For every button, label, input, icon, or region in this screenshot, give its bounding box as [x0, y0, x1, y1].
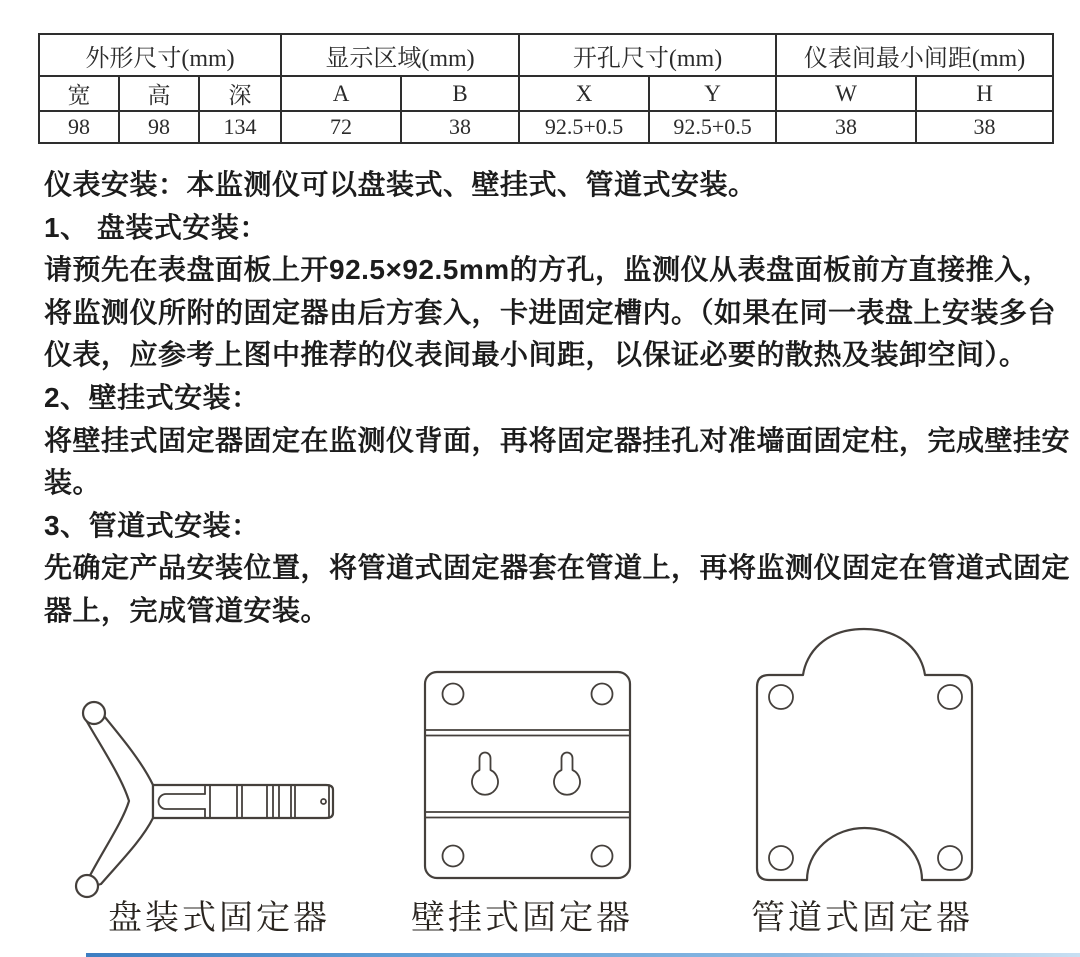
body-line: 请预先在表盘面板上开92.5×92.5mm的方孔，监测仪从表盘面板前方直接推入， [44, 254, 1052, 286]
body-line: 先确定产品安装位置，将管道式固定器套在管道上，再将监测仪固定在管道式固定 [44, 552, 1071, 584]
table-cell: 134 [199, 111, 281, 143]
panel-mount-fixture-caption: 盘装式固定器 [108, 900, 330, 937]
table-subheader: H [916, 76, 1053, 111]
table-subheader-row [39, 76, 1053, 111]
body-line: 将壁挂式固定器固定在监测仪背面，再将固定器挂孔对准墙面固定柱，完成壁挂安 [44, 424, 1071, 456]
table-group-header: 仪表间最小间距(mm) [776, 34, 1053, 76]
wall-mount-fixture-caption: 壁挂式固定器 [411, 900, 633, 937]
table-subheader: Y [649, 76, 776, 111]
installation-instructions [44, 164, 1071, 633]
body-line: 仪表安装：本监测仪可以盘装式、壁挂式、管道式安装。 [44, 169, 757, 200]
table-cell: 98 [119, 111, 199, 143]
table-subheader: 高 [119, 76, 199, 111]
body-line: 将监测仪所附的固定器由后方套入，卡进固定槽内。（如果在同一表盘上安装多台 [44, 296, 1057, 328]
pipe-mount-fixture-drawing [757, 629, 972, 880]
dimensions-table [38, 33, 1054, 144]
body-line: 3、管道式安装： [44, 509, 260, 541]
table-cell: 92.5+0.5 [649, 111, 776, 143]
table-subheader: W [776, 76, 916, 111]
table-cell: 38 [916, 111, 1053, 143]
table-group-header: 开孔尺寸(mm) [519, 34, 776, 76]
pipe-mount-fixture-caption: 管道式固定器 [751, 900, 973, 937]
table-group-header: 显示区域(mm) [281, 34, 519, 76]
body-line: 器上，完成管道安装。 [44, 594, 330, 626]
table-group-header: 外形尺寸(mm) [39, 34, 281, 76]
table-cell: 98 [39, 111, 119, 143]
body-line: 仪表，应参考上图中推荐的仪表间最小间距，以保证必要的散热及装卸空间）。 [44, 339, 1028, 371]
table-subheader: X [519, 76, 649, 111]
table-cell: 92.5+0.5 [519, 111, 649, 143]
table-subheader: A [281, 76, 401, 111]
table-subheader: 深 [199, 76, 281, 111]
body-line: 1、 盘装式安装： [44, 211, 268, 243]
table-cell: 38 [401, 111, 519, 143]
panel-mount-fixture-drawing [76, 702, 333, 897]
table-subheader: 宽 [39, 76, 119, 111]
table-values-row [39, 111, 1053, 143]
footer-accent-line [86, 953, 1080, 957]
body-line: 装。 [44, 467, 102, 499]
table-subheader: B [401, 76, 519, 111]
table-group-header-row [39, 34, 1053, 76]
wall-mount-fixture-drawing [425, 672, 630, 878]
body-line: 2、壁挂式安装： [44, 381, 260, 413]
table-cell: 72 [281, 111, 401, 143]
table-cell: 38 [776, 111, 916, 143]
